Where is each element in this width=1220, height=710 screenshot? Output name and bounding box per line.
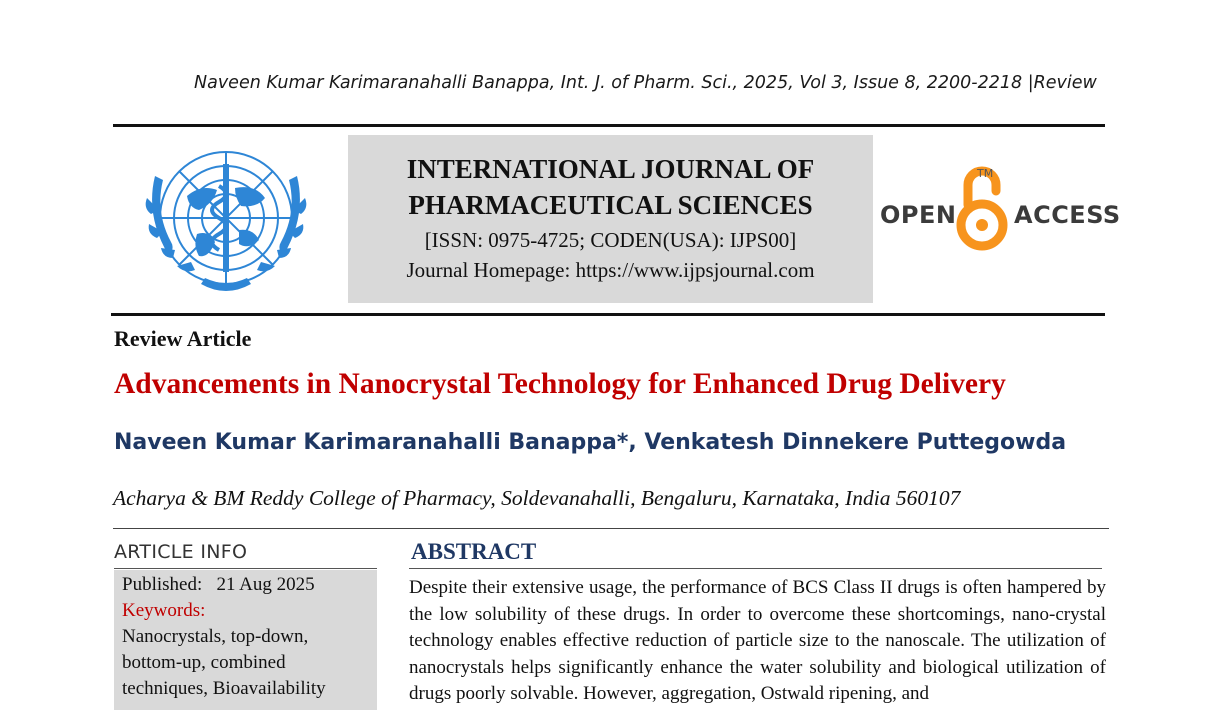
journal-name-line1: INTERNATIONAL JOURNAL OF — [406, 154, 815, 184]
article-title: Advancements in Nanocrystal Technology for Enhanced Drug Delivery — [114, 368, 1006, 400]
journal-homepage[interactable]: Journal Homepage: https://www.ijpsjournal.com — [406, 258, 815, 282]
published-date: 21 Aug 2025 — [216, 574, 315, 595]
abstract-rule — [409, 568, 1102, 569]
header-bottom-rule — [111, 313, 1105, 316]
abstract-heading: ABSTRACT — [411, 539, 537, 564]
author-affiliation: Acharya & BM Reddy College of Pharmacy, Soldevanahalli, Bengaluru, Karnataka, India 560107 — [113, 486, 961, 510]
article-type: Review Article — [114, 326, 252, 351]
article-info-box — [114, 570, 377, 710]
open-access-logo — [880, 165, 1121, 255]
open-access-left-word: OPEN — [880, 201, 957, 229]
trademark-mark: TM — [977, 167, 994, 180]
open-access-right-word: ACCESS — [1014, 201, 1121, 229]
keywords-list: Nanocrystals, top-down, bottom-up, combined techniques, Bioavailability — [122, 626, 326, 699]
abstract-text: Despite their extensive usage, the performance of BCS Class II drugs is often hampered by the low solubility of these drugs. In order to overcome these shortcomings, nano-crystal technology enables effective reduction of particle size to the nanoscale. The utilization of nanocrystals helps significantly enhance the water solubility and biological utilization of drugs poorly solvable. However, aggregation, Ostwald ripening, and — [409, 577, 1106, 704]
journal-emblem-logo — [127, 138, 325, 306]
published-label: Published: — [122, 574, 203, 595]
section-divider — [113, 528, 1109, 529]
journal-name-line2: PHARMACEUTICAL SCIENCES — [408, 190, 813, 220]
journal-issn: [ISSN: 0975-4725; CODEN(USA): IJPS00] — [424, 228, 797, 252]
article-authors: Naveen Kumar Karimaranahalli Banappa*, Venkatesh Dinnekere Puttegowda — [114, 430, 1067, 455]
keywords-label: Keywords: — [122, 600, 206, 621]
journal-masthead-box — [348, 135, 873, 303]
article-info-rule — [114, 568, 377, 569]
header-top-rule — [113, 124, 1105, 127]
running-head: Naveen Kumar Karimaranahalli Banappa, Int. J. of Pharm. Sci., 2025, Vol 3, Issue 8, 2200-2218 |Review — [194, 73, 1097, 93]
article-info-heading: ARTICLE INFO — [114, 541, 248, 563]
published-row — [122, 572, 369, 598]
